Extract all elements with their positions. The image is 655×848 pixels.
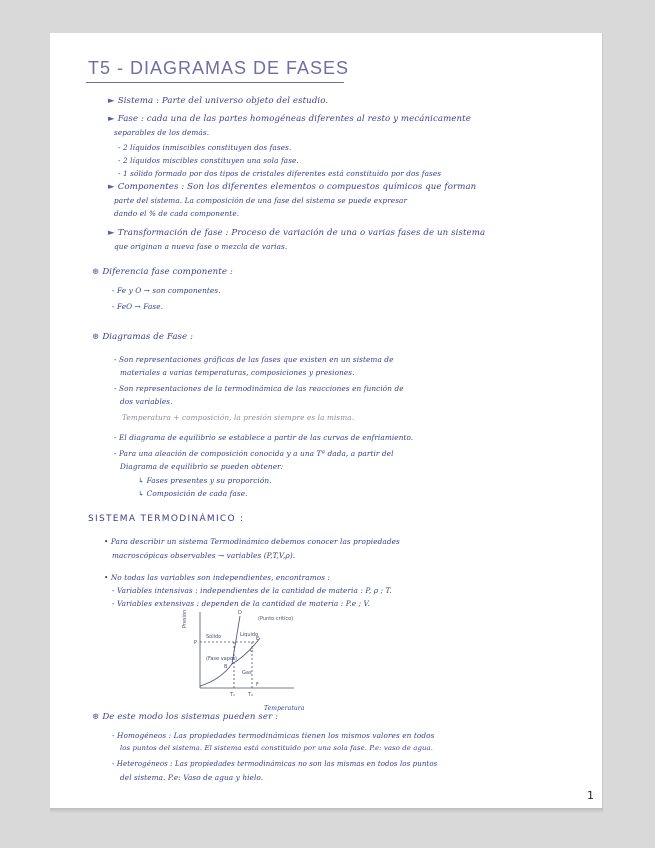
diagram-label-e: E bbox=[256, 636, 260, 642]
diagram-label-b: B bbox=[224, 664, 228, 670]
phase-diagram-sketch bbox=[184, 608, 304, 704]
note-line: materiales a varias temperaturas, composiciones y presiones. bbox=[120, 368, 355, 377]
arrow-marker-icon: ► bbox=[108, 114, 115, 124]
note-line: ► Sistema : Parte del universo objeto del estudio. bbox=[108, 96, 329, 106]
note-heading: ⊛ Diagramas de Fase : bbox=[92, 332, 194, 342]
note-line: - 1 sólido formado por dos tipos de cristales diferentes está constituido por dos fases bbox=[118, 169, 442, 178]
circle-bullet-icon: ⊛ bbox=[92, 267, 100, 277]
arrow-marker-icon: ► bbox=[108, 182, 115, 192]
note-line: - 2 líquidos miscibles constituyen una sola fase. bbox=[118, 156, 299, 165]
diagram-ylabel: Presión bbox=[182, 609, 188, 628]
note-line: - 2 líquidos inmiscibles constituyen dos fases. bbox=[118, 143, 292, 152]
page-shadow bbox=[50, 808, 603, 813]
note-line: - Variables extensivas : dependen de la cantidad de materia : P.e ; V. bbox=[112, 599, 371, 608]
note-line: • No todas las variables son independientes, encontramos : bbox=[104, 573, 331, 582]
note-line: los puntos del sistema. El sistema está constituido por una sola fase. P.e: vaso de agua. bbox=[120, 744, 434, 752]
note-line: que originan a nueva fase o mezcla de varias. bbox=[114, 242, 288, 251]
note-line: ► Componentes : Son los diferentes elementos o compuestos químicos que forman bbox=[108, 182, 477, 192]
diagram-xlabel: Temperatura bbox=[264, 705, 305, 712]
note-heading: ⊛ De este modo los sistemas pueden ser : bbox=[92, 712, 279, 722]
note-line: - Variables intensivas : independientes de la cantidad de materia : P, ρ ; T. bbox=[112, 586, 392, 595]
note-line: separables de los demás. bbox=[114, 128, 210, 137]
note-line: - Para una aleación de composición conocida y a una Tª dada, a partir del bbox=[114, 449, 394, 458]
diagram-vapor: (Fase vapor) bbox=[206, 656, 237, 662]
note-line: del sistema. P.e: Vaso de agua y hielo. bbox=[120, 773, 264, 782]
diagram-label-t2: T₂ bbox=[248, 692, 254, 698]
note-line: - FeO → Fase. bbox=[112, 302, 164, 311]
diagram-label-d: D bbox=[238, 610, 242, 616]
note-line: • Para describir un sistema Termodinámico debemos conocer las propiedades bbox=[104, 537, 400, 546]
note-line: - Fe y O → son componentes. bbox=[112, 286, 221, 295]
note-line: parte del sistema. La composición de una fase del sistema se puede expresar bbox=[114, 196, 408, 205]
note-line: ↳ Composición de cada fase. bbox=[138, 489, 248, 498]
note-line: - El diagrama de equilibrio se establece a partir de las curvas de enfriamiento. bbox=[114, 433, 414, 442]
diagram-gas: Gas bbox=[242, 670, 252, 676]
note-line: dos variables. bbox=[120, 397, 173, 406]
page-title: T5 - DIAGRAMAS DE FASES bbox=[88, 58, 350, 78]
note-line: - Son representaciones gráficas de las fases que existen en un sistema de bbox=[114, 355, 394, 364]
diagram-label-t1: T₁ bbox=[230, 692, 236, 698]
diagram-liquid: Líquido bbox=[240, 632, 259, 638]
diagram-label-p: P bbox=[194, 640, 198, 646]
note-line: ► Transformación de fase : Proceso de variación de una o varias fases de un sistema bbox=[108, 228, 486, 238]
note-line: Diagrama de equilibrio se pueden obtener: bbox=[120, 462, 284, 471]
note-heading: ⊛ Diferencia fase componente : bbox=[92, 267, 233, 277]
note-line: ↳ Fases presentes y su proporción. bbox=[138, 476, 272, 485]
note-line: ► Fase : cada una de las partes homogéneas diferentes al resto y mecánicamente bbox=[108, 114, 471, 124]
circle-bullet-icon: ⊛ bbox=[92, 712, 100, 722]
note-line: - Heterogéneos : Las propiedades termodinámicas no son las mismas en todos los puntos bbox=[112, 760, 438, 768]
note-line: Temperatura + composición, la presión siempre es la misma. bbox=[122, 413, 355, 422]
diagram-label-f: F bbox=[256, 682, 259, 688]
diagram-critical: (Punto crítico) bbox=[258, 616, 294, 622]
section-heading: SISTEMA TERMODINÁMICO : bbox=[88, 514, 245, 524]
arrow-marker-icon: ► bbox=[108, 228, 115, 238]
circle-bullet-icon: ⊛ bbox=[92, 332, 100, 342]
page-number: 1 bbox=[587, 789, 594, 802]
note-line: - Homogéneos : Las propiedades termodinámicas tienen los mismos valores en todos bbox=[112, 731, 435, 740]
diagram-label-c: C bbox=[250, 648, 254, 654]
diagram-solid: Sólido bbox=[206, 634, 222, 640]
note-line: macroscópicas observables → variables (P,T,V,ρ). bbox=[112, 551, 296, 560]
arrow-marker-icon: ► bbox=[108, 96, 115, 106]
note-line: - Son representaciones de la termodinámica de las reacciones en función de bbox=[114, 384, 404, 393]
title-underline bbox=[86, 82, 344, 83]
note-line: dando el % de cada componente. bbox=[114, 209, 240, 218]
